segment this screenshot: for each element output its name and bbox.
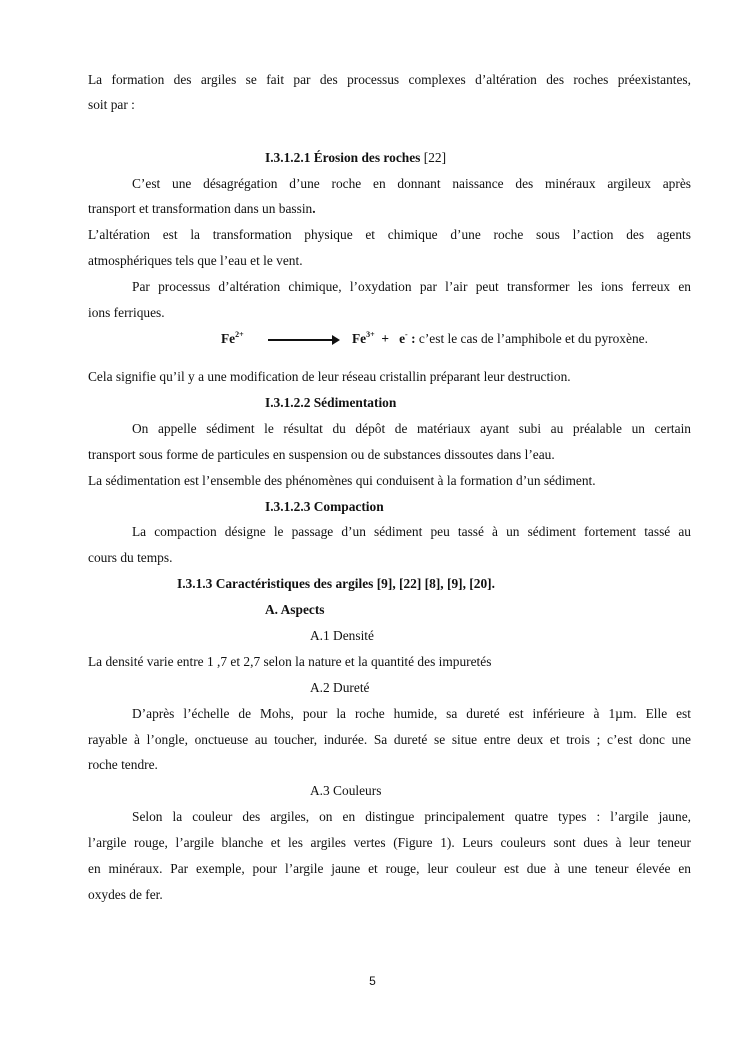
equation-colon: : [411, 331, 416, 346]
heading-erosion-ref: [22] [423, 150, 447, 165]
sedimentation-p1-line-1: On appelle sédiment le résultat du dépôt de matériaux ayant subi au préalable un certain [132, 421, 691, 436]
heading-sedimentation: I.3.1.2.2 Sédimentation [265, 395, 397, 410]
equation-products [352, 331, 648, 347]
durete-line-3: roche tendre. [88, 757, 158, 772]
sedimentation-p2: La sédimentation est l’ensemble des phénomènes qui conduisent à la formation d’un sédiment. [88, 473, 596, 488]
erosion-p1-line-1: C’est une désagrégation d’une roche en donnant naissance des minéraux argileux après [132, 176, 691, 191]
equation-electron-charge: - [405, 330, 408, 339]
erosion-p2-line-1: L’altération est la transformation physique et chimique d’une roche sous l’action des agents [88, 227, 691, 242]
equation-plus: + [381, 331, 390, 346]
sedimentation-p1-line-2: transport sous forme de particules en suspension ou de substances dissoutes dans l’eau. [88, 447, 555, 462]
reaction-arrow-icon [268, 339, 338, 341]
intro-line-1: La formation des argiles se fait par des processus complexes d’altération des roches préexistantes, [88, 72, 691, 87]
heading-caracteristiques: I.3.1.3 Caractéristiques des argiles [9], [22] [8], [9], [20]. [177, 576, 495, 591]
erosion-p1-line-2 [88, 201, 691, 217]
equation-fe-right: Fe [352, 331, 367, 346]
couleurs-line-1: Selon la couleur des argiles, on en distingue principalement quatre types : l’argile jaune, [132, 809, 691, 824]
heading-erosion-title: I.3.1.2.1 Érosion des roches [265, 150, 421, 165]
durete-line-2: rayable à l’ongle, onctueuse au toucher, indurée. Sa dureté se situe entre deux et trois ; c’est donc une [88, 732, 691, 747]
erosion-p3-line-1: Par processus d’altération chimique, l’oxydation par l’air peut transformer les ions ferreux en [132, 279, 691, 294]
couleurs-line-4: oxydes de fer. [88, 887, 163, 902]
page-number: 5 [369, 974, 376, 988]
erosion-p1-line-2-text: transport et transformation dans un bassin [88, 201, 313, 216]
intro-line-2: soit par : [88, 97, 135, 112]
densite-text: La densité varie entre 1 ,7 et 2,7 selon la nature et la quantité des impuretés [88, 654, 492, 669]
couleurs-line-2: l’argile rouge, l’argile blanche et les argiles vertes (Figure 1). Leurs couleurs sont dues à leur teneur [88, 835, 691, 850]
equation-fe-left: Fe [221, 331, 236, 346]
couleurs-line-3: en minéraux. Par exemple, pour l’argile jaune et rouge, leur couleur est due à une teneur élevée en [88, 861, 691, 876]
equation-charge-left: 2+ [235, 330, 244, 339]
compaction-p1-line-1: La compaction désigne le passage d’un sédiment peu tassé à un sédiment fortement tassé au [132, 524, 691, 539]
equation-electron: e [399, 331, 406, 346]
durete-line-1: D’après l’échelle de Mohs, pour la roche humide, sa dureté est inférieure à 1µm. Elle est [132, 706, 691, 721]
compaction-p1-line-2: cours du temps. [88, 550, 173, 565]
erosion-p4: Cela signifie qu’il y a une modification de leur réseau cristallin préparant leur destruction. [88, 369, 571, 384]
heading-densite: A.1 Densité [310, 628, 374, 643]
equation-charge-right: 3+ [366, 330, 375, 339]
heading-aspects: A. Aspects [265, 602, 325, 617]
heading-compaction: I.3.1.2.3 Compaction [265, 499, 384, 514]
equation-reactant [221, 331, 244, 347]
erosion-p1-dot: . [312, 201, 316, 216]
heading-durete: A.2 Dureté [310, 680, 370, 695]
heading-erosion [265, 150, 446, 166]
heading-couleurs: A.3 Couleurs [310, 783, 382, 798]
erosion-p3-line-2: ions ferriques. [88, 305, 165, 320]
equation-comment: c’est le cas de l’amphibole et du pyroxène. [418, 331, 648, 346]
erosion-p2-line-2: atmosphériques tels que l’eau et le vent. [88, 253, 303, 268]
